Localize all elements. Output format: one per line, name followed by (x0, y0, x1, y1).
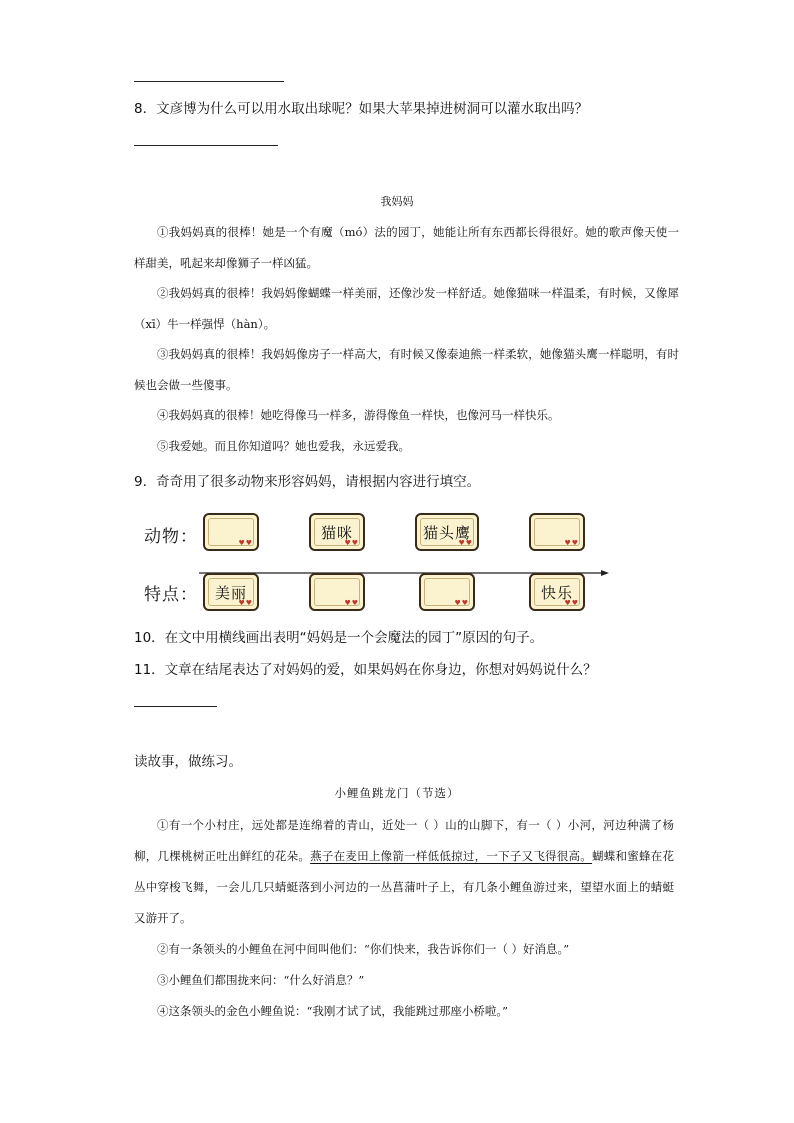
story-paragraph-4: ④这条领头的金色小鲤鱼说：“我刚才试了试，我能跳过那座小桥啦。” (157, 1004, 509, 1018)
section-intro: 读故事，做练习。 (134, 754, 242, 770)
animal-card-3[interactable] (415, 513, 479, 551)
animal-card-2-text: 猫咪 (320, 523, 353, 542)
heart-icon: ♥♥ (238, 539, 253, 547)
poem-paragraph-4: ④我妈妈真的很棒！她吃得像马一样多，游得像鱼一样快，也像河马一样快乐。 (157, 408, 560, 422)
story-paragraph-3: ③小鲤鱼们都围拢来问：“什么好消息？” (157, 973, 365, 987)
row-label-traits: 特点： (144, 585, 198, 605)
trait-card-4-text: 快乐 (540, 583, 573, 602)
poem-body (134, 217, 679, 461)
story-p1-text-a: ①有一个小村庄，远处都是连绵着的青山，近处一（ ）山的山脚下，有一（ ）小河，河边种满了杨柳，几棵桃树正吐出鲜红的花朵。 (134, 818, 674, 863)
row-label-animals: 动物： (144, 527, 198, 547)
poem-paragraph-2: ②我妈妈真的很棒！我妈妈像蝴蝶一样美丽，还像沙发一样舒适。她像猫咪一样温柔，有时候，又像犀（xī）牛一样强悍（hàn）。 (134, 286, 679, 331)
poem-title: 我妈妈 (380, 195, 414, 208)
poem-paragraph-3: ③我妈妈真的很棒！我妈妈像房子一样高大，有时候又像泰迪熊一样柔软，她像猫头鹰一样聪明，有时候也会做一些傻事。 (134, 347, 679, 392)
poem-paragraph-1: ①我妈妈真的很棒！她是一个有魔（mó）法的园丁，她能让所有东西都长得很好。她的歌声像天使一样甜美，吼起来却像狮子一样凶猛。 (134, 225, 679, 270)
trait-card-1[interactable] (203, 573, 259, 611)
story-title: 小鲤鱼跳龙门（节选） (334, 786, 460, 800)
answer-line-q7 (134, 81, 284, 82)
heart-icon: ♥♥ (564, 599, 579, 607)
answer-line-q11 (134, 706, 217, 707)
animal-card-3-text: 猫头鹰 (422, 523, 471, 542)
animal-card-2[interactable] (309, 513, 365, 551)
animal-card-4[interactable] (529, 513, 585, 551)
heart-icon: ♥♥ (564, 539, 579, 547)
story-p1-text-b: 蝴蝶和蜜蜂在花丛中穿梭飞舞，一会儿几只蜻蜓落到小河边的一丛菖蒲叶子上，有几条小鲤鱼游过来，望望水面上的蜻蜓又游开了。 (134, 849, 675, 925)
heart-icon: ♥♥ (454, 599, 469, 607)
story-body (134, 810, 674, 1027)
story-underlined-sentence: 燕子在麦田上像箭一样低低掠过，一下子又飞得很高。 (310, 849, 593, 863)
question-10: 10．在文中用横线画出表明“妈妈是一个会魔法的园丁”原因的句子。 (134, 630, 544, 646)
question-11: 11．文章在结尾表达了对妈妈的爱，如果妈妈在你身边，你想对妈妈说什么？ (134, 662, 597, 678)
trait-card-2[interactable] (309, 573, 365, 611)
heart-icon: ♥♥ (458, 539, 473, 547)
animal-card-1[interactable] (203, 513, 259, 551)
trait-card-3[interactable] (419, 573, 475, 611)
trait-card-1-text: 美丽 (214, 583, 247, 602)
question-9: 9．奇奇用了很多动物来形容妈妈，请根据内容进行填空。 (134, 474, 481, 490)
story-paragraph-2: ②有一条领头的小鲤鱼在河中间叫他们：“你们快来，我告诉你们一（ ）好消息。” (157, 942, 570, 956)
trait-card-4[interactable] (529, 573, 585, 611)
story-paragraph-1 (134, 810, 674, 934)
heart-icon: ♥♥ (344, 539, 359, 547)
heart-icon: ♥♥ (238, 599, 253, 607)
heart-icon: ♥♥ (344, 599, 359, 607)
timeline-arrow (199, 561, 609, 567)
question-8: 8．文彦博为什么可以用水取出球呢？如果大苹果掉进树洞可以灌水取出吗？ (134, 101, 589, 117)
poem-paragraph-5: ⑤我爱她。而且你知道吗？她也爱我，永远爱我。 (157, 438, 410, 453)
answer-line-q8 (134, 145, 278, 146)
